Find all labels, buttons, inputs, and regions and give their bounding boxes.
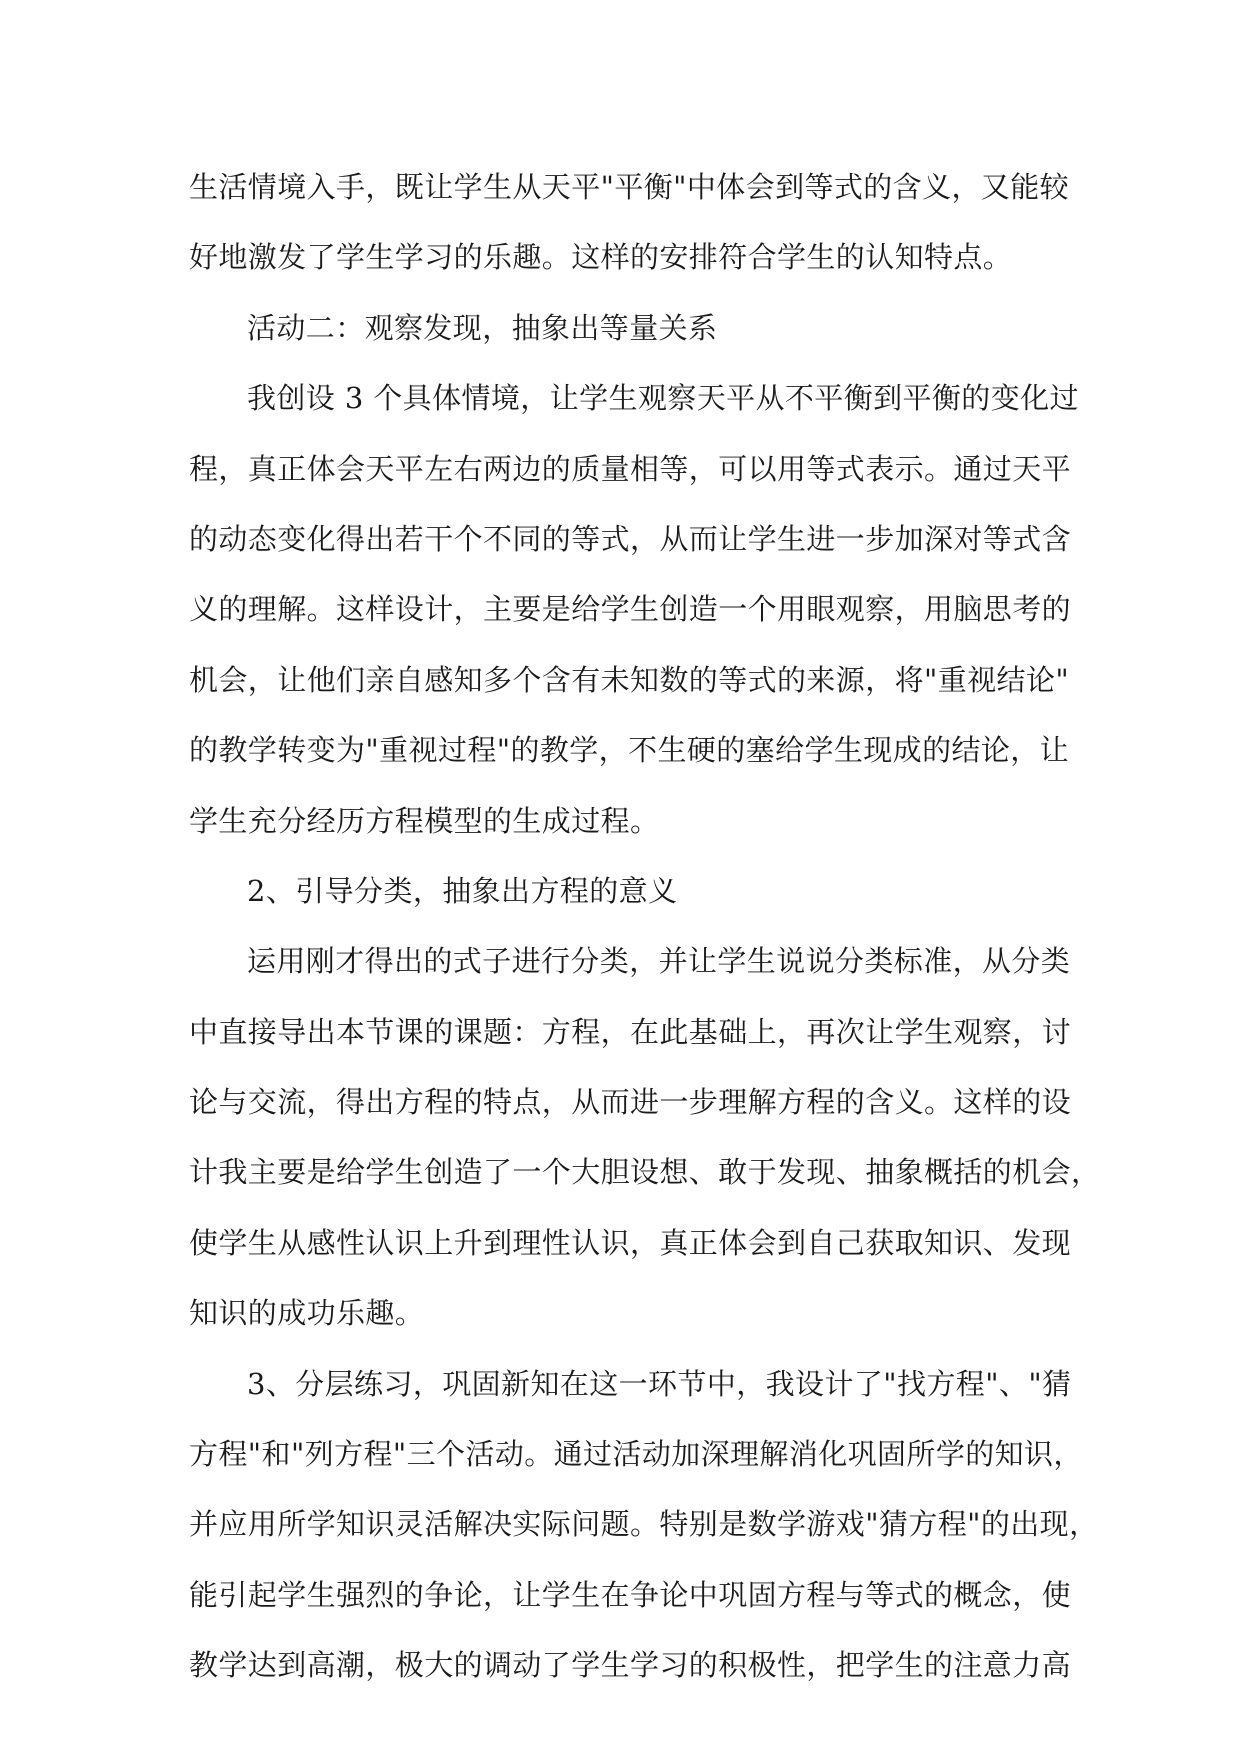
text-line: 2、引导分类，抽象出方程的意义 [247,873,678,908]
text-line: 知识的成功乐趣。 [189,1296,425,1331]
text-line: 的动态变化得出若干个不同的等式，从而让学生进一步加深对等式含 [189,521,1072,556]
text-line: 方程"和"列方程"三个活动。通过活动加深理解消化巩固所学的知识， [189,1437,1083,1472]
text-line: 能引起学生强烈的争论，让学生在争论中巩固方程与等式的概念，使 [189,1577,1072,1612]
text-line: 好地激发了学生学习的乐趣。这样的安排符合学生的认知特点。 [189,240,1013,275]
text-line: 的教学转变为"重视过程"的教学，不生硬的塞给学生现成的结论，让 [189,733,1070,768]
text-line: 并应用所学知识灵活解决实际问题。特别是数学游戏"猜方程"的出现， [189,1507,1099,1542]
text-line: 活动二：观察发现，抽象出等量关系 [247,310,718,345]
text-line: 学生充分经历方程模型的生成过程。 [189,803,660,838]
text-line: 我创设 3 个具体情境，让学生观察天平从不平衡到平衡的变化过 [247,381,1079,416]
text-line: 运用刚才得出的式子进行分类，并让学生说说分类标准，从分类 [247,944,1071,979]
document-body [189,152,1101,1701]
text-line: 生活情境入手，既让学生从天平"平衡"中体会到等式的含义，又能较 [189,170,1070,204]
text-line: 中直接导出本节课的课题：方程，在此基础上，再次让学生观察，讨 [189,1014,1072,1049]
text-line: 教学达到高潮，极大的调动了学生学习的积极性，把学生的注意力高 [189,1648,1072,1683]
text-line: 使学生从感性认识上升到理性认识，真正体会到自己获取知识、发现 [189,1225,1072,1260]
text-line: 论与交流，得出方程的特点，从而进一步理解方程的含义。这样的设 [189,1085,1072,1120]
text-line: 计我主要是给学生创造了一个大胆设想、敢于发现、抽象概括的机会， [189,1155,1101,1190]
text-line: 机会，让他们亲自感知多个含有未知数的等式的来源，将"重视结论" [189,662,1070,697]
text-line: 程，真正体会天平左右两边的质量相等，可以用等式表示。通过天平 [189,451,1072,486]
text-line: 义的理解。这样设计，主要是给学生创造一个用眼观察，用脑思考的 [189,592,1072,627]
text-line: 3、分层练习，巩固新知在这一环节中，我设计了"找方程"、"猜 [247,1366,1072,1401]
